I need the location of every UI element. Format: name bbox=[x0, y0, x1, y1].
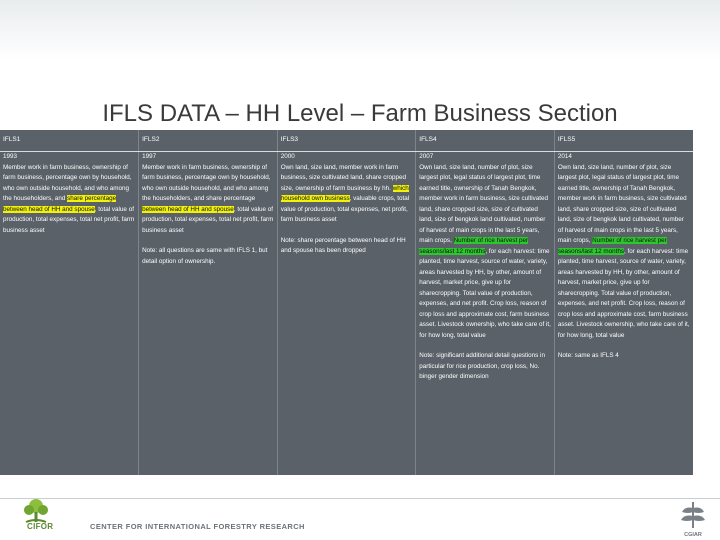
header-ifls3: IFLS3 bbox=[277, 130, 416, 152]
highlight-yellow: which household own business bbox=[280, 184, 409, 202]
header-ifls4: IFLS4 bbox=[416, 130, 555, 152]
cgiar-leaf-icon bbox=[676, 500, 710, 536]
cell-text: Own land, size land, number of plot, size largest plot, legal status of largest plot, time earned title, ownership of Tanah Bengkok, member work in farm business, size cultivated land, share cropped size, size of cultivated land, size of bengkok land cultivated, number of harvest of main crops in the last 5 years, main crops, Number of rice harvest per seasons/last 12 months, for each harvest: time planted, time harvest, source of water, variety, areas harvested by HH, by other, amount of harvest, market price, give up for sharecropping. Total value of production, expenses, and net profit. Crop loss, reason of crop loss and approximate cost, farm business asset. Livestock ownership, who take care of it, for how long, total value bbox=[557, 163, 690, 339]
year-label: 2007 bbox=[419, 153, 434, 160]
table-header-row bbox=[0, 130, 693, 152]
header-ifls2: IFLS2 bbox=[139, 130, 278, 152]
ifls-comparison-table bbox=[0, 130, 693, 475]
organization-name: CENTER FOR INTERNATIONAL FORESTRY RESEARCH bbox=[90, 522, 305, 531]
cell-note: Note: significant additional detail questions in particular for rice production, crop loss, No. binger gender dimension bbox=[419, 352, 545, 380]
cell-text: Member work in farm business, ownership of farm business, percentage own by household, who own outside household, and who among the householders, and share percentage between head of HH and spouse, total value of production, total expenses, total net profit, farm business asset bbox=[3, 163, 135, 234]
header-ifls1: IFLS1 bbox=[0, 130, 139, 152]
year-label: 2000 bbox=[280, 153, 295, 160]
year-label: 1993 bbox=[3, 153, 18, 160]
cell-ifls2 bbox=[139, 152, 278, 476]
highlight-yellow: share percentage between head of HH and spouse bbox=[3, 195, 117, 213]
header-ifls5: IFLS5 bbox=[554, 130, 693, 152]
cifor-logo-text: CIFOR bbox=[27, 522, 54, 531]
cell-note: Note: all questions are same with IFLS 1, but detail option of ownership. bbox=[142, 247, 268, 265]
cell-note: Note: share percentage between head of HH and spouse has been dropped bbox=[280, 236, 406, 254]
cell-text: Own land, size land, member work in farm business, size cultivated land, share cropped size, ownership of farm business by hh. which household own business, valuable crops, total value of production, total expenses, net profit, farm business asset bbox=[280, 163, 410, 223]
cell-ifls3 bbox=[277, 152, 416, 476]
cell-ifls5 bbox=[554, 152, 693, 476]
cell-note: Note: same as IFLS 4 bbox=[557, 352, 619, 359]
cell-text: Own land, size land, number of plot, size largest plot, legal status of largest plot, time earned title, ownership of Tanah Bengkok, member work in farm business, size cultivated land, share cropped size, size of cultivated land, size of bengkok land cultivated, number of harvest of main crops in the last 5 years, main crops, Number of rice harvest per seasons/last 12 months, for each harvest: time planted, time harvest, source of water, variety, areas harvested by HH, by other, amount of harvest, market price, give up for sharecropping. Total value of production, expenses, and net profit. Crop loss, reason of crop loss and approximate cost, farm business asset. Livestock ownership, who take care of it, for how long, total value bbox=[419, 163, 551, 339]
year-label: 2014 bbox=[557, 153, 572, 160]
slide-title: IFLS DATA – HH Level – Farm Business Section bbox=[102, 100, 618, 127]
footer-divider bbox=[0, 498, 720, 499]
cell-ifls1 bbox=[0, 152, 139, 476]
year-label: 1997 bbox=[142, 153, 157, 160]
highlight-green: Number of rice harvest per seasons/last 12 months bbox=[419, 237, 529, 255]
cell-ifls4 bbox=[416, 152, 555, 476]
table-row bbox=[0, 152, 693, 476]
top-gradient-band bbox=[0, 0, 720, 60]
cgiar-logo-text: CGIAR bbox=[684, 532, 702, 538]
cell-text: Member work in farm business, ownership of farm business, percentage own by household, who own outside household, and who among the householders, and share percentage between head of HH and spouse, total value of production, total expenses, total net profit, farm business asset bbox=[142, 163, 274, 234]
highlight-yellow: between head of HH and spouse bbox=[142, 205, 234, 213]
highlight-green: Number of rice harvest per seasons/last 12 months bbox=[557, 237, 667, 255]
